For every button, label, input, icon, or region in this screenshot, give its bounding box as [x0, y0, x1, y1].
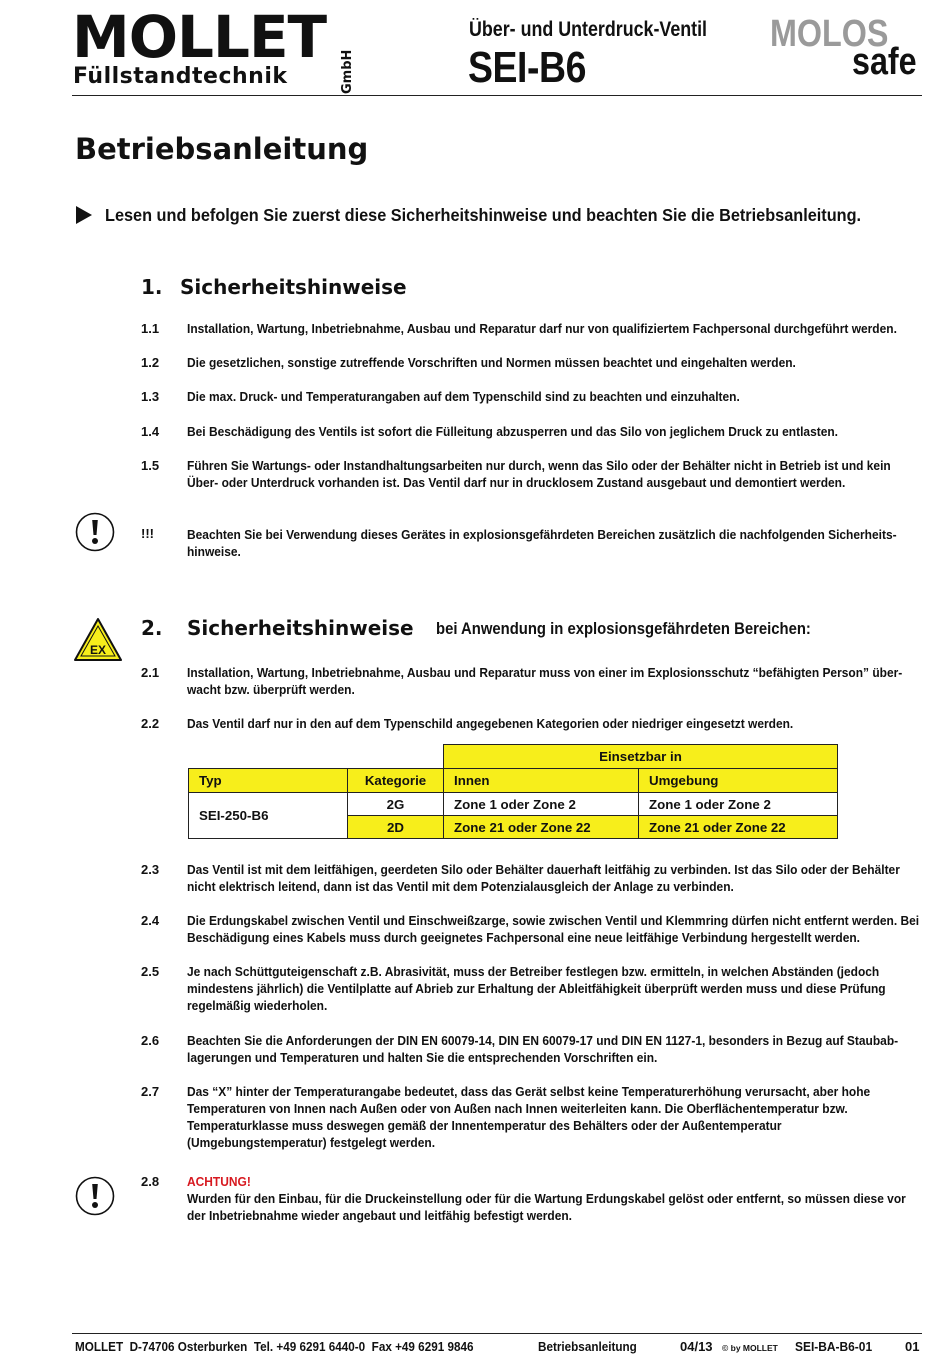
item-text: Installation, Wartung, Inbetriebnahme, Ausbau und Reparatur muss von einer im Explosionsschutz “befähigten Person” über-wacht bzw. überprüft werden. — [187, 665, 903, 697]
section2-subtitle: bei Anwendung in explosionsgefährdeten Bereichen: — [436, 620, 811, 638]
table-cell: 2D — [347, 815, 444, 839]
footer-location: D-74706 Osterburken — [129, 1339, 248, 1354]
table-group-header: Einsetzbar in — [443, 744, 838, 769]
table-cell: Zone 1 oder Zone 2 — [638, 792, 838, 816]
table-header: Innen — [443, 768, 639, 793]
item-text: Das Ventil ist mit dem leitfähigen, geerdeten Silo oder Behälter dauerhaft leitfähig zu verbinden. Ist das Silo oder der Behälter nicht elektrisch leitend, dann ist das Ventil mit dem Potenzialausgleich der Anlage zu verbinden. — [187, 862, 900, 894]
item-number: 1.1 — [141, 321, 160, 336]
product-title: SEI-B6 — [468, 43, 587, 92]
table-header: Typ — [188, 768, 348, 793]
item-text: Bei Beschädigung des Ventils ist sofort die Fülleitung abzusperren und das Silo von jeglichem Druck zu entlasten. — [187, 424, 839, 439]
explosion-warning-icon — [73, 617, 123, 662]
exclamation-icon — [75, 512, 115, 552]
brand-safe: safe — [852, 41, 917, 83]
product-subtitle: Über- und Unterdruck-Ventil — [469, 18, 708, 41]
section2-title: Sicherheitshinweise — [187, 616, 414, 640]
footer-divider — [72, 1333, 922, 1334]
play-arrow-icon — [76, 206, 92, 224]
item-number: 2.1 — [141, 665, 160, 680]
table-cell: 2G — [347, 792, 444, 816]
item-number: 2.3 — [141, 862, 160, 877]
footer-doc: Betriebsanleitung — [538, 1339, 637, 1354]
item-number: 1.2 — [141, 355, 160, 370]
category-table — [188, 744, 838, 839]
footer-address — [75, 1339, 474, 1354]
section1-number: 1. — [141, 275, 163, 299]
item-number: 2.5 — [141, 964, 160, 979]
table-cell: Zone 21 oder Zone 22 — [638, 815, 838, 839]
item-number: 1.4 — [141, 424, 160, 439]
logo-text: MOLLET — [72, 3, 327, 71]
footer-fax: Fax +49 6291 9846 — [371, 1339, 474, 1354]
item-text: Führen Sie Wartungs- oder Instandhaltungsarbeiten nur durch, wenn das Silo oder der Behälter nicht in Betrieb ist und kein Über- oder Unterdruck vorhanden ist. Das Ventil darf nur in drucklosem Zustand ausgebaut und demontiert werden. — [187, 458, 891, 490]
section2-number: 2. — [141, 616, 163, 640]
ex-label: EX — [89, 643, 107, 657]
logo-subtitle: Füllstandtechnik — [73, 64, 288, 89]
brand-molos: MOLOS — [770, 13, 889, 55]
item-number: 2.8 — [141, 1174, 160, 1189]
company-logo — [72, 3, 327, 71]
exclamation-icon — [75, 1176, 115, 1216]
footer-code: SEI-BA-B6-01 — [795, 1339, 873, 1354]
document-title: Betriebsanleitung — [75, 132, 369, 166]
item-text: Das “X” hinter der Temperaturangabe bedeutet, dass das Gerät selbst keine Temperaturerhöhung verursacht, aber hohe Temperaturen von Innen nach Außen oder von Außen nach Innen weiterleiten kann. Die Oberflächentemperatur bzw. Temperaturklasse muss deswegen gemäß der Innentemperatur des Behälters oder der Außentemperatur (Umgebungstemperatur) festgelegt werden. — [187, 1084, 871, 1150]
item-text: Installation, Wartung, Inbetriebnahme, Ausbau und Reparatur darf nur von qualifiziertem Fachpersonal durchgeführt werden. — [187, 321, 897, 336]
section1-title: Sicherheitshinweise — [180, 275, 407, 299]
footer-tel: Tel. +49 6291 6440-0 — [253, 1339, 366, 1354]
table-header: Umgebung — [638, 768, 838, 793]
note-text: Beachten Sie bei Verwendung dieses Gerätes in explosionsgefährdeten Bereichen zusätzlich die nachfolgenden Sicherheits-hinweise. — [187, 527, 897, 559]
logo-gmbh: GmbH — [340, 49, 355, 94]
item-text: Die max. Druck- und Temperaturangaben auf dem Typenschild sind zu beachten und einzuhalten. — [187, 389, 740, 404]
item-number: 2.6 — [141, 1033, 160, 1048]
item-text: Die Erdungskabel zwischen Ventil und Einschweißzarge, sowie zwischen Ventil und Klemmring dürfen nicht entfernt werden. Bei Beschädigung eines Kabels muss durch geeignetes Fachpersonal eine neue leitfähige Verbindung hergestellt werden. — [187, 913, 920, 945]
table-type-cell: SEI-250-B6 — [188, 792, 348, 839]
item-text: Wurden für den Einbau, für die Druckeinstellung oder für die Wartung Erdungskabel gelöst oder entfernt, so müssen diese vor der Inbetriebnahme wieder angebaut und leitfähig befestigt werden. — [187, 1191, 906, 1223]
footer-date: 04/13 — [680, 1339, 713, 1354]
item-number: 2.2 — [141, 716, 160, 731]
footer-copyright: © by MOLLET — [722, 1343, 778, 1353]
intro-text: Lesen und befolgen Sie zuerst diese Sicherheitshinweise und beachten Sie die Betriebsanleitung. — [105, 205, 862, 225]
header-divider — [72, 95, 922, 96]
item-text: Die gesetzlichen, sonstige zutreffende Vorschriften und Normen müssen beachtet und eingehalten werden. — [187, 355, 796, 370]
item-text: Das Ventil darf nur in den auf dem Typenschild angegebenen Kategorien oder niedriger eingesetzt werden. — [187, 716, 794, 731]
alert-label: ACHTUNG! — [187, 1174, 251, 1189]
item-text: Beachten Sie die Anforderungen der DIN EN 60079-14, DIN EN 60079-17 und DIN EN 1127-1, besonders in Bezug auf Staubab-lagerungen und Temperaturen und halten Sie die entsprechenden Vorschriften ein. — [187, 1033, 899, 1065]
page-number: 01 — [905, 1339, 920, 1354]
note-marker: !!! — [141, 526, 154, 541]
footer-company: MOLLET — [75, 1339, 124, 1354]
item-number: 1.3 — [141, 389, 160, 404]
item-number: 1.5 — [141, 458, 160, 473]
table-cell: Zone 21 oder Zone 22 — [443, 815, 639, 839]
item-number: 2.4 — [141, 913, 160, 928]
table-cell: Zone 1 oder Zone 2 — [443, 792, 639, 816]
table-header: Kategorie — [347, 768, 444, 793]
item-text: Je nach Schüttguteigenschaft z.B. Abrasivität, muss der Betreiber festlegen bzw. ermitteln, in welchen Abständen (jedoch mindestens jährlich) die Ventilplatte auf Abrieb zur Erhaltung der Ableitfähigkeit überprüft werden muss und diese Prüfung regelmäßig wiederholen. — [187, 964, 886, 1013]
item-number: 2.7 — [141, 1084, 160, 1099]
